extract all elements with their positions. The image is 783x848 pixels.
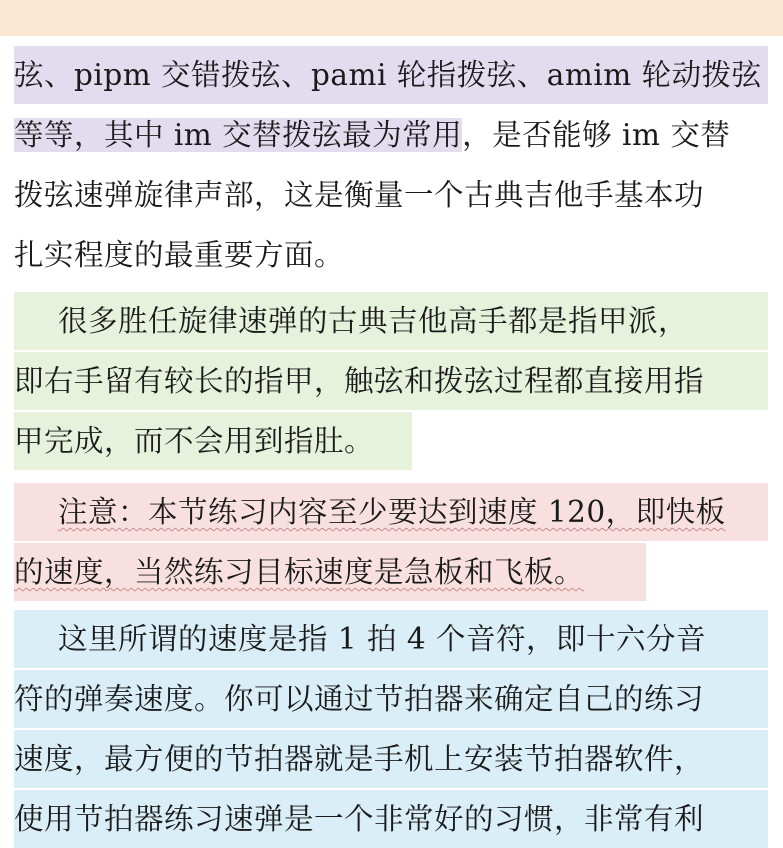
note-text-line-1: 注意：本节练习内容至少要达到速度 120，即快板 [58, 495, 726, 529]
header-band [0, 0, 783, 36]
paragraph-1-line-2-rest: ，是否能够 im 交替 [462, 118, 731, 152]
paragraph-4-line-2: 符的弹奏速度。你可以通过节拍器来确定自己的练习 [14, 670, 768, 728]
paragraph-4-line-1: 这里所谓的速度是指 1 拍 4 个音符，即十六分音 [14, 610, 768, 668]
paragraph-1-line-1: 弦、pipm 交错拨弦、pami 轮指拨弦、amim 轮动拨弦 [14, 46, 768, 104]
paragraph-2-line-2: 即右手留有较长的指甲，触弦和拨弦过程都直接用指 [14, 352, 768, 410]
paragraph-3-line-2 [14, 543, 646, 601]
paragraph-2-line-3: 甲完成，而不会用到指肚。 [14, 412, 412, 470]
paragraph-1-line-4: 扎实程度的最重要方面。 [14, 238, 345, 272]
paragraph-1-line-2-highlight: 等等，其中 im 交替拨弦最为常用 [14, 118, 463, 152]
paragraph-3-line-1 [14, 483, 768, 541]
note-text-line-2: 的速度，当然练习目标速度是急板和飞板。 [14, 555, 585, 589]
paragraph-1-line-3: 拨弦速弹旋律声部，这是衡量一个古典吉他手基本功 [14, 178, 705, 212]
paragraph-2-line-1: 很多胜任旋律速弹的古典吉他高手都是指甲派， [14, 292, 768, 350]
paragraph-1-line-2 [14, 106, 774, 164]
paragraph-4-line-3: 速度，最方便的节拍器就是手机上安装节拍器软件， [14, 730, 768, 788]
paragraph-4-line-4: 使用节拍器练习速弹是一个非常好的习惯，非常有利 [14, 790, 768, 848]
